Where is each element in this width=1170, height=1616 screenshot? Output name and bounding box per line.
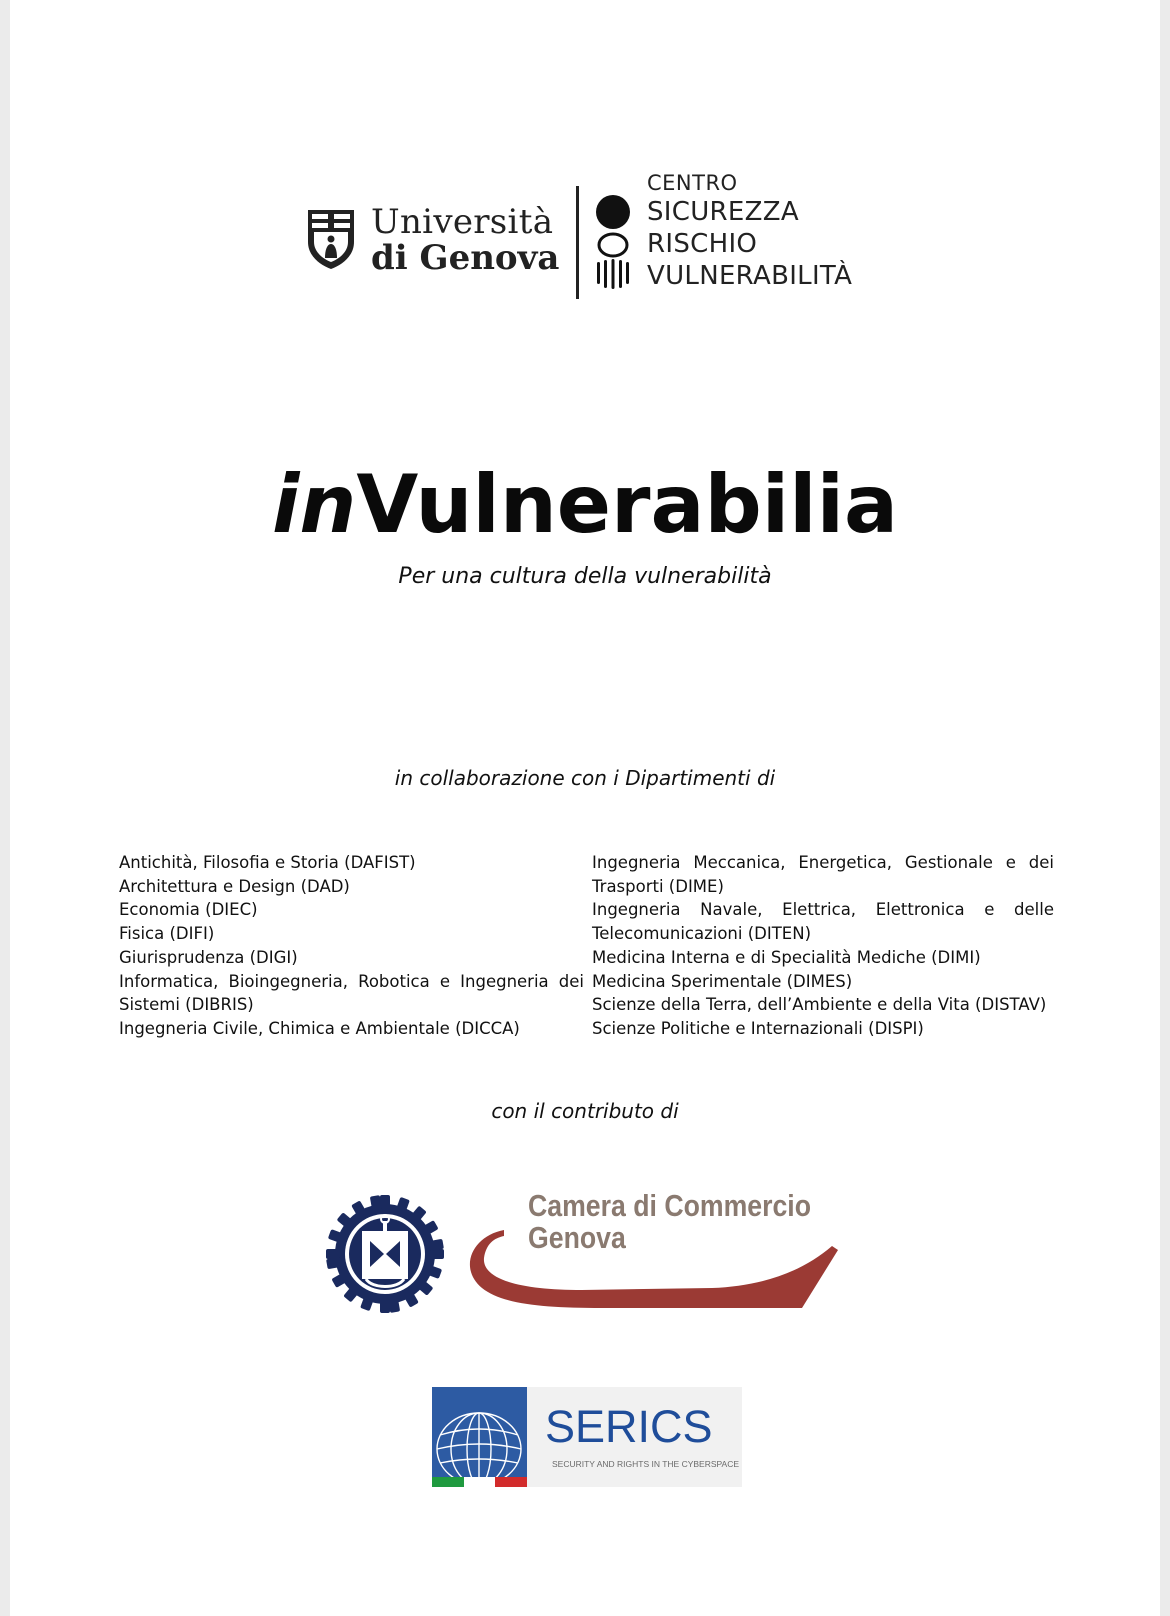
serics-name: SERICS xyxy=(545,1401,713,1452)
title-italic: in xyxy=(272,458,357,551)
department-item: Scienze della Terra, dell’Ambiente e della Vita (DISTAV) xyxy=(592,995,1047,1015)
camera-line1: Camera di Commercio xyxy=(528,1188,811,1223)
centro-line-0: CENTRO xyxy=(647,171,738,195)
gear-anchor-logo xyxy=(326,1195,444,1313)
university-line1: Università xyxy=(371,202,554,242)
department-item: Informatica, Bioingegneria, Robotica e Ingegneria dei Sistemi (DIBRIS) xyxy=(119,971,584,1015)
centro-line-1: SICUREZZA xyxy=(647,197,799,227)
department-item: Antichità, Filosofia e Storia (DAFIST) xyxy=(119,853,416,872)
department-item: Medicina Sperimentale (DIMES) xyxy=(592,971,853,991)
departments-left-list xyxy=(119,851,584,1041)
unige-shield-logo xyxy=(306,208,356,270)
title-rest: Vulnerabilia xyxy=(356,458,898,551)
centro-line-2: RISCHIO xyxy=(647,229,758,259)
camera-commercio-name xyxy=(528,1190,811,1254)
globe-icon xyxy=(432,1387,527,1487)
university-line2: di Genova xyxy=(371,238,560,278)
centro-line-3: VULNERABILITÀ xyxy=(647,261,853,291)
page-subtitle: Per una cultura della vulnerabilità xyxy=(398,564,772,589)
departments-right-list xyxy=(592,851,1054,1041)
centro-mark-logo xyxy=(594,194,632,294)
camera-line2: Genova xyxy=(528,1220,626,1255)
logo-divider xyxy=(576,186,579,299)
department-item: Fisica (DIFI) xyxy=(119,924,215,944)
collaboration-intro: in collaborazione con i Dipartimenti di xyxy=(394,766,776,790)
department-item: Economia (DIEC) xyxy=(119,900,258,920)
department-item: Giurisprudenza (DIGI) xyxy=(119,947,298,967)
university-name xyxy=(371,204,559,276)
serics-tagline: SECURITY AND RIGHTS IN THE CYBERSPACE xyxy=(552,1459,740,1469)
page-title xyxy=(0,460,1170,550)
document-page xyxy=(10,0,1160,1616)
department-item: Architettura e Design (DAD) xyxy=(119,876,350,896)
department-item: Ingegneria Navale, Elettrica, Elettronica e delle Telecomunicazioni (DITEN) xyxy=(592,900,1054,944)
department-item: Ingegneria Meccanica, Energetica, Gestionale e dei Trasporti (DIME) xyxy=(592,853,1054,896)
department-item: Ingegneria Civile, Chimica e Ambientale (DICCA) xyxy=(119,1018,520,1038)
department-item: Scienze Politiche e Internazionali (DISPI) xyxy=(592,1018,924,1038)
serics-logo xyxy=(432,1387,742,1487)
contribution-intro: con il contributo di xyxy=(491,1099,679,1123)
centro-name xyxy=(647,170,852,292)
department-item: Medicina Interna e di Specialità Mediche (DIMI) xyxy=(592,947,981,967)
